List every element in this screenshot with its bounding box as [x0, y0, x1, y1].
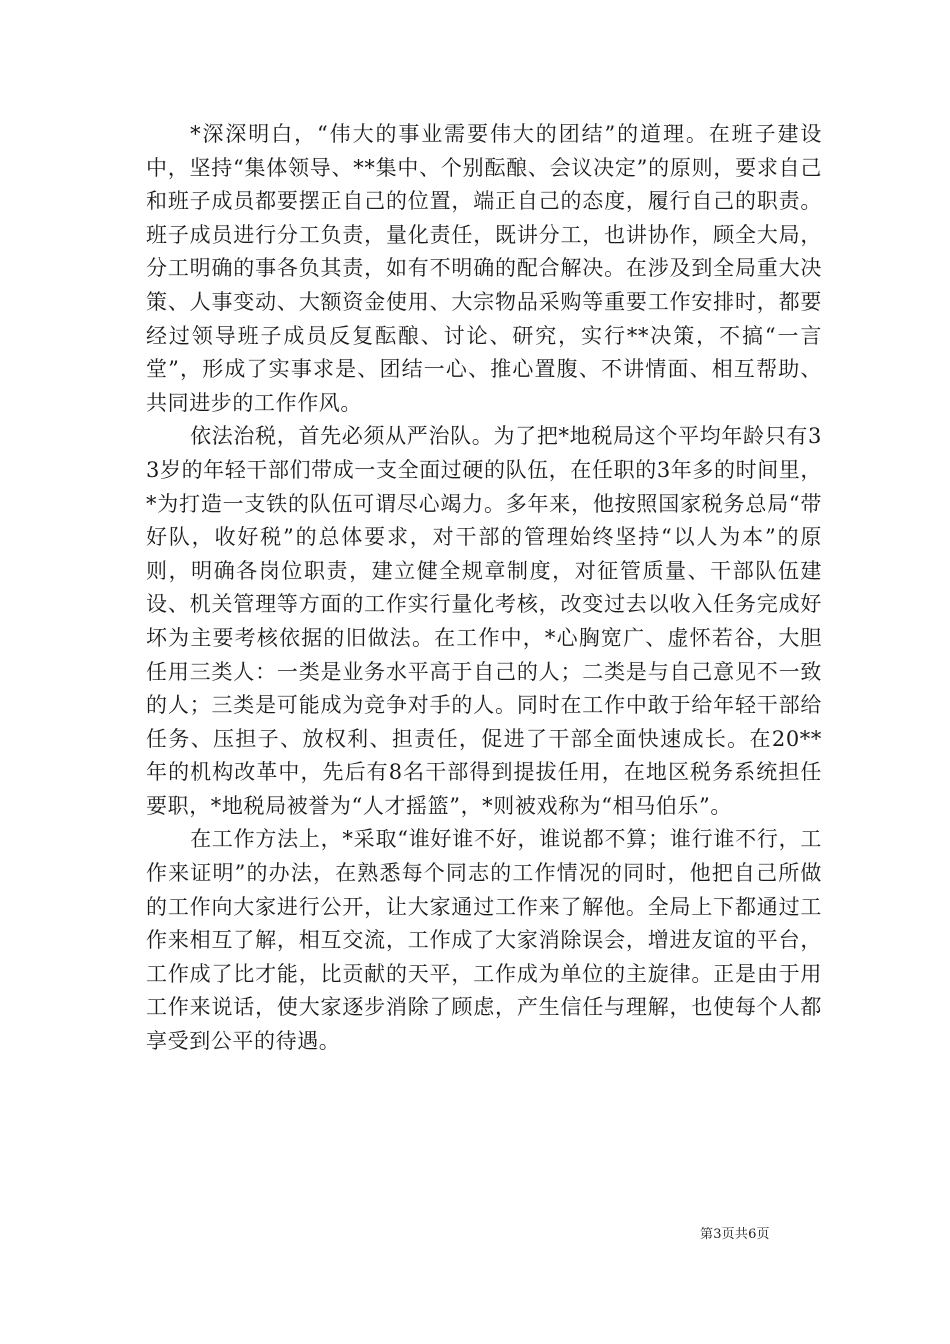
page-number-footer: 第3页共6页 — [700, 1227, 770, 1242]
paragraph-cadre-management: 依法治税，首先必须从严治队。为了把*地税局这个平均年龄只有33岁的年轻干部们带成一支全面过硬的队伍，在任职的3年多的时间里，*为打造一支铁的队伍可谓尽心竭力。多年来，他按照国家税务总局“带好队，收好税”的总体要求，对干部的管理始终坚持“以人为本”的原则，明确各岗位职责，建立健全规章制度，对征管质量、干部队伍建设、机关管理等方面的工作实行量化考核，改变过去以收入任务完成好坏为主要考核依据的旧做法。在工作中，*心胸宽广、虚怀若谷，大胆任用三类人：一类是业务水平高于自己的人；二类是与自己意见不一致的人；三类是可能成为竞争对手的人。同时在工作中敢于给年轻干部给任务、压担子、放权利、担责任，促进了干部全面快速成长。在20**年的机构改革中，先后有8名干部得到提拔任用，在地区税务系统担任要职，*地税局被誉为“人才摇篮”，*则被戏称为“相马伯乐”。 — [146, 424, 822, 818]
paragraph-work-method: 在工作方法上，*采取“谁好谁不好，谁说都不算；谁行谁不行，工作来证明”的办法，在熟悉每个同志的工作情况的同时，他把自己所做的工作向大家进行公开，让大家通过工作来了解他。全局上下都通过工作来相互了解，相互交流，工作成了大家消除误会，增进友谊的平台，工作成了比才能，比贡献的天平，工作成为单位的主旋律。正是由于用工作来说话，使大家逐步消除了顾虑，产生信任与理解，也使每个人都享受到公平的待遇。 — [146, 827, 822, 1054]
document-body — [146, 118, 822, 1059]
paragraph-team-building: *深深明白，“伟大的事业需要伟大的团结”的道理。在班子建设中，坚持“集体领导、**集中、个别酝酿、会议决定”的原则，要求自己和班子成员都要摆正自己的位置，端正自己的态度，履行自己的职责。班子成员进行分工负责，量化责任，既讲分工，也讲协作，顾全大局，分工明确的事各负其责，如有不明确的配合解决。在涉及到全局重大决策、人事变动、大额资金使用、大宗物品采购等重要工作安排时，都要经过领导班子成员反复酝酿、讨论、研究，实行**决策，不搞“一言堂”，形成了实事求是、团结一心、推心置腹、不讲情面、相互帮助、共同进步的工作作风。 — [146, 122, 822, 415]
